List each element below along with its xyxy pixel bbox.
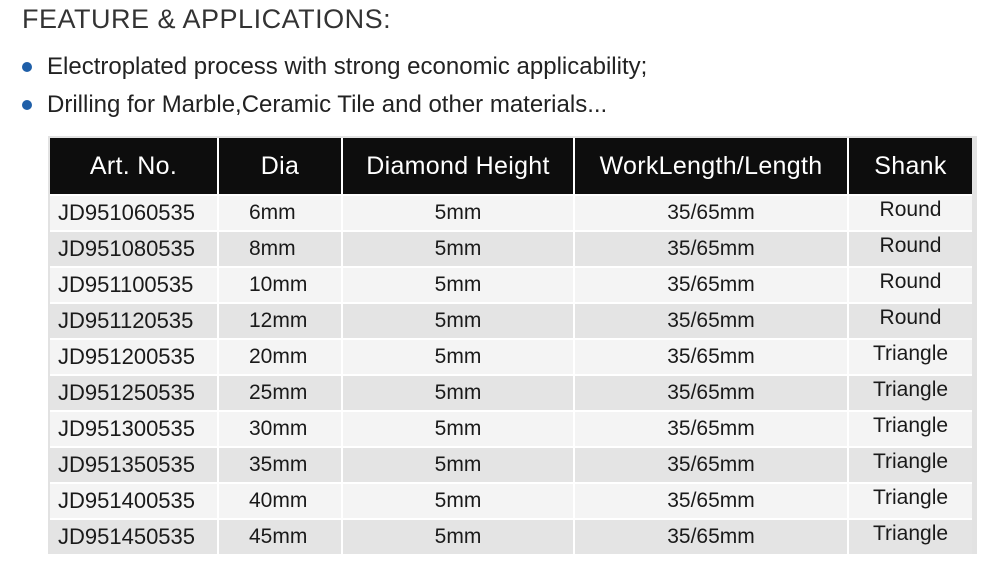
cell-diamond-height: 5mm [342,375,574,411]
bullet-dot-icon [22,100,32,110]
table-row [50,303,972,339]
cell-work-length: 35/65mm [574,375,848,411]
table-row [50,375,972,411]
cell-dia: 40mm [218,483,342,519]
cell-shank: Triangle [848,411,972,447]
table-header-row [50,138,972,195]
cell-dia: 25mm [218,375,342,411]
cell-dia: 30mm [218,411,342,447]
cell-shank: Triangle [848,339,972,375]
cell-diamond-height: 5mm [342,195,574,231]
header-shank: Shank [848,138,972,195]
cell-diamond-height: 5mm [342,303,574,339]
spec-table-container [48,136,977,554]
cell-shank: Round [848,195,972,231]
cell-work-length: 35/65mm [574,231,848,267]
cell-work-length: 35/65mm [574,303,848,339]
header-diamond-height: Diamond Height [342,138,574,195]
cell-art-no: JD951200535 [50,339,218,375]
cell-work-length: 35/65mm [574,339,848,375]
table-row [50,231,972,267]
table-row [50,195,972,231]
cell-art-no: JD951060535 [50,195,218,231]
table-row [50,267,972,303]
table-row [50,339,972,375]
cell-shank: Round [848,267,972,303]
cell-art-no: JD951250535 [50,375,218,411]
cell-diamond-height: 5mm [342,339,574,375]
cell-art-no: JD951350535 [50,447,218,483]
cell-diamond-height: 5mm [342,267,574,303]
header-work-length: WorkLength/Length [574,138,848,195]
header-art-no: Art. No. [50,138,218,195]
cell-art-no: JD951450535 [50,519,218,554]
cell-dia: 12mm [218,303,342,339]
cell-dia: 20mm [218,339,342,375]
cell-shank: Triangle [848,483,972,519]
feature-list [22,50,647,126]
spec-table [50,138,972,554]
cell-diamond-height: 5mm [342,231,574,267]
feature-text: Drilling for Marble,Ceramic Tile and other materials... [47,91,608,118]
cell-art-no: JD951120535 [50,303,218,339]
cell-shank: Round [848,231,972,267]
feature-item [22,50,647,88]
cell-art-no: JD951300535 [50,411,218,447]
feature-item [22,88,647,126]
cell-shank: Triangle [848,447,972,483]
table-row [50,447,972,483]
cell-diamond-height: 5mm [342,447,574,483]
cell-work-length: 35/65mm [574,519,848,554]
cell-shank: Round [848,303,972,339]
cell-dia: 6mm [218,195,342,231]
cell-work-length: 35/65mm [574,483,848,519]
cell-dia: 8mm [218,231,342,267]
cell-work-length: 35/65mm [574,267,848,303]
feature-text: Electroplated process with strong economic applicability; [47,53,648,80]
section-heading: FEATURE & APPLICATIONS: [22,4,392,34]
cell-art-no: JD951080535 [50,231,218,267]
cell-art-no: JD951100535 [50,267,218,303]
cell-diamond-height: 5mm [342,483,574,519]
cell-diamond-height: 5mm [342,519,574,554]
header-dia: Dia [218,138,342,195]
cell-dia: 35mm [218,447,342,483]
cell-diamond-height: 5mm [342,411,574,447]
table-row [50,483,972,519]
bullet-dot-icon [22,62,32,72]
cell-shank: Triangle [848,375,972,411]
table-row [50,519,972,554]
cell-dia: 10mm [218,267,342,303]
cell-dia: 45mm [218,519,342,554]
cell-art-no: JD951400535 [50,483,218,519]
cell-work-length: 35/65mm [574,447,848,483]
cell-work-length: 35/65mm [574,411,848,447]
cell-work-length: 35/65mm [574,195,848,231]
table-row [50,411,972,447]
cell-shank: Triangle [848,519,972,554]
